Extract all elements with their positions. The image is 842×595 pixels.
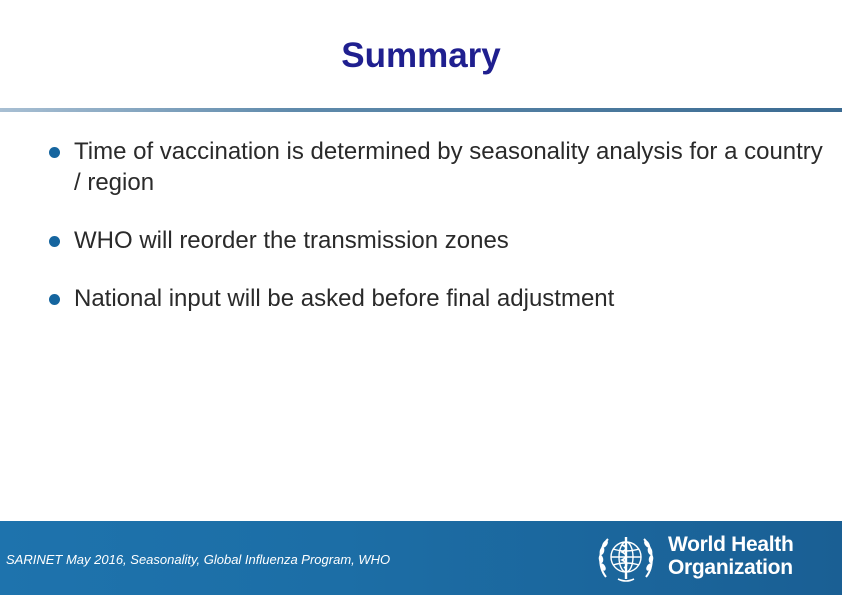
bullet-text: National input will be asked before final adjustment xyxy=(74,285,615,312)
bullet-item xyxy=(44,136,824,198)
who-emblem-icon xyxy=(594,527,658,591)
bullet-text: WHO will reorder the transmission zones xyxy=(74,227,509,254)
who-wordmark xyxy=(668,533,794,579)
slide-title: Summary xyxy=(341,36,501,75)
bullet-dot-icon xyxy=(49,147,60,158)
bullet-item xyxy=(44,283,824,314)
bullet-text: Time of vaccination is determined by seasonality analysis for a country / region xyxy=(74,138,823,196)
footer-caption: SARINET May 2016, Seasonality, Global Influenza Program, WHO xyxy=(6,552,391,567)
footer-bar xyxy=(0,521,842,595)
bullet-list xyxy=(44,136,824,341)
bullet-dot-icon xyxy=(49,236,60,247)
who-name-line1: World Health xyxy=(668,533,794,556)
bullet-item xyxy=(44,225,824,256)
title-divider xyxy=(0,108,842,112)
bullet-dot-icon xyxy=(49,294,60,305)
who-name-line2: Organization xyxy=(668,556,793,579)
